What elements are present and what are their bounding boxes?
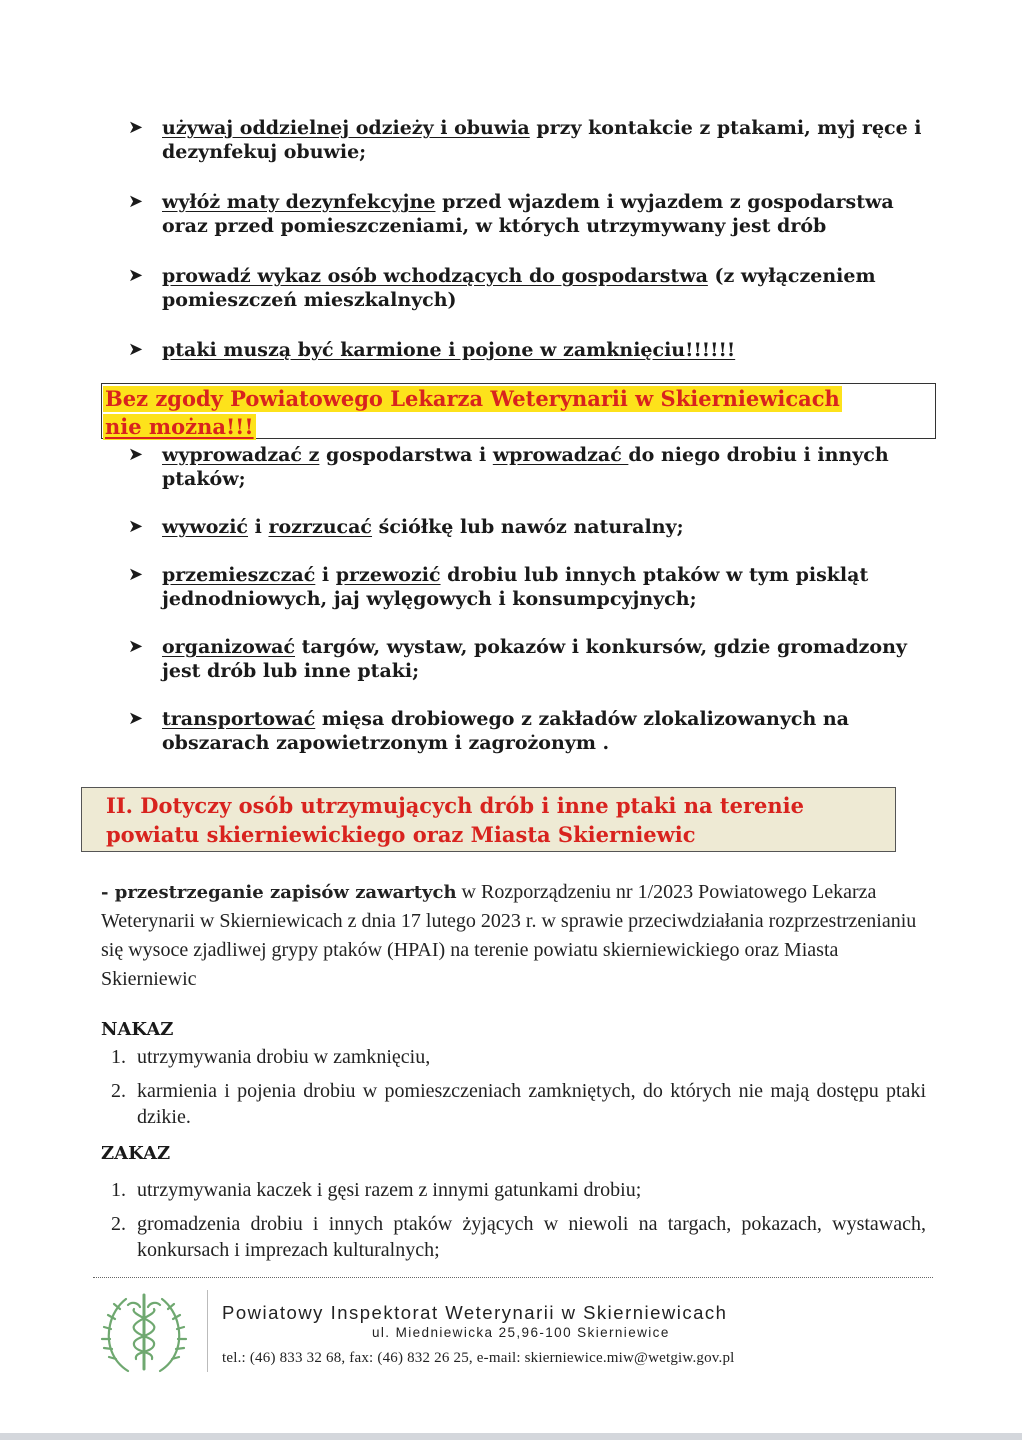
- zakaz-heading: ZAKAZ: [101, 1143, 171, 1164]
- list-item: 2. gromadzenia drobiu i innych ptaków żyjących w niewoli na targach, pokazach, wystawach, konkursach i imprezach kulturalnych;: [111, 1213, 926, 1261]
- list-item: 2. karmienia i pojenia drobiu w pomieszczeniach zamkniętych, do których nie mają dostępu ptaki dzikie.: [111, 1080, 926, 1128]
- institution-address: ul. Miedniewicka 25,96-100 Skierniewice: [372, 1325, 670, 1340]
- arrow-bullet-icon: ➤: [128, 339, 144, 360]
- arrow-bullet-icon: ➤: [128, 265, 144, 286]
- footer-vertical-separator: [207, 1290, 208, 1372]
- list-item: ➤ transportować mięsa drobiowego z zakładów zlokalizowanych na obszarach zapowietrzonym i zagrożonym .: [128, 708, 849, 754]
- arrow-bullet-icon: ➤: [128, 636, 144, 657]
- hygiene-rules-list: [128, 116, 928, 362]
- institution-contact: tel.: (46) 833 32 68, fax: (46) 832 26 25, e-mail: skierniewice.miw@wetgiw.gov.pl: [222, 1350, 735, 1366]
- warning-line-2: nie można!!!: [105, 414, 254, 439]
- section-2-title-line-1: II. Dotyczy osób utrzymujących drób i inne ptaki na terenie: [106, 793, 804, 818]
- list-item: ➤ prowadź wykaz osób wchodzących do gospodarstwa (z wyłączeniem pomieszczeń mieszkalnych): [128, 265, 876, 311]
- institution-name: Powiatowy Inspektorat Weterynarii w Skierniewicach: [222, 1302, 728, 1323]
- arrow-bullet-icon: ➤: [128, 444, 144, 465]
- arrow-bullet-icon: ➤: [128, 516, 144, 537]
- footer-divider: [93, 1277, 933, 1278]
- caduceus-wreath-logo: [98, 1287, 190, 1379]
- scan-bottom-edge: [0, 1433, 1022, 1440]
- list-item: ➤ ptaki muszą być karmione i pojone w zamknięciu!!!!!!: [128, 339, 736, 361]
- regulation-paragraph: - przestrzeganie zapisów zawartych w Rozporządzeniu nr 1/2023 Powiatowego Lekarza Weterynarii w Skierniewicach z dnia 17 lutego 2023 r. w sprawie przeciwdziałania rozprzestrzenianiu się wysoce zjadliwej grypy ptaków (HPAI) na terenie powiatu skierniewickiego oraz Miasta Skierniewic: [101, 881, 917, 990]
- list-item: 1. utrzymywania drobiu w zamknięciu,: [111, 1046, 431, 1068]
- list-item: ➤ wyprowadzać z gospodarstwa i wprowadzać do niego drobiu i innych ptaków;: [128, 444, 889, 490]
- arrow-bullet-icon: ➤: [128, 708, 144, 729]
- list-item: ➤ wyłóż maty dezynfekcyjne przed wjazdem i wyjazdem z gospodarstwa oraz przed pomieszczeniami, w których utrzymywany jest drób: [128, 191, 894, 237]
- section-2-box: [81, 787, 896, 852]
- list-item: ➤ wywozić i rozrzucać ściółkę lub nawóz naturalny;: [128, 516, 684, 538]
- forbidden-actions-list: [128, 443, 928, 755]
- arrow-bullet-icon: ➤: [128, 564, 144, 585]
- section-2-title-line-2: powiatu skierniewickiego oraz Miasta Skierniewic: [106, 822, 696, 847]
- list-item: 1. utrzymywania kaczek i gęsi razem z innymi gatunkami drobiu;: [111, 1179, 642, 1201]
- warning-line-1: Bez zgody Powiatowego Lekarza Weterynarii w Skierniewicach: [105, 386, 840, 411]
- arrow-bullet-icon: ➤: [128, 191, 144, 212]
- list-item: ➤ przemieszczać i przewozić drobiu lub innych ptaków w tym piskląt jednodniowych, jaj wylęgowych i konsumpcyjnych;: [128, 564, 869, 610]
- nakaz-heading: NAKAZ: [101, 1019, 174, 1040]
- zakaz-list: [101, 1177, 926, 1263]
- nakaz-list: [101, 1044, 926, 1130]
- list-item: ➤ używaj oddzielnej odzieży i obuwia przy kontakcie z ptakami, myj ręce i dezynfekuj obuwie;: [128, 117, 922, 163]
- list-item: ➤ organizować targów, wystaw, pokazów i konkursów, gdzie gromadzony jest drób lub inne ptaki;: [128, 636, 907, 682]
- arrow-bullet-icon: ➤: [128, 117, 144, 138]
